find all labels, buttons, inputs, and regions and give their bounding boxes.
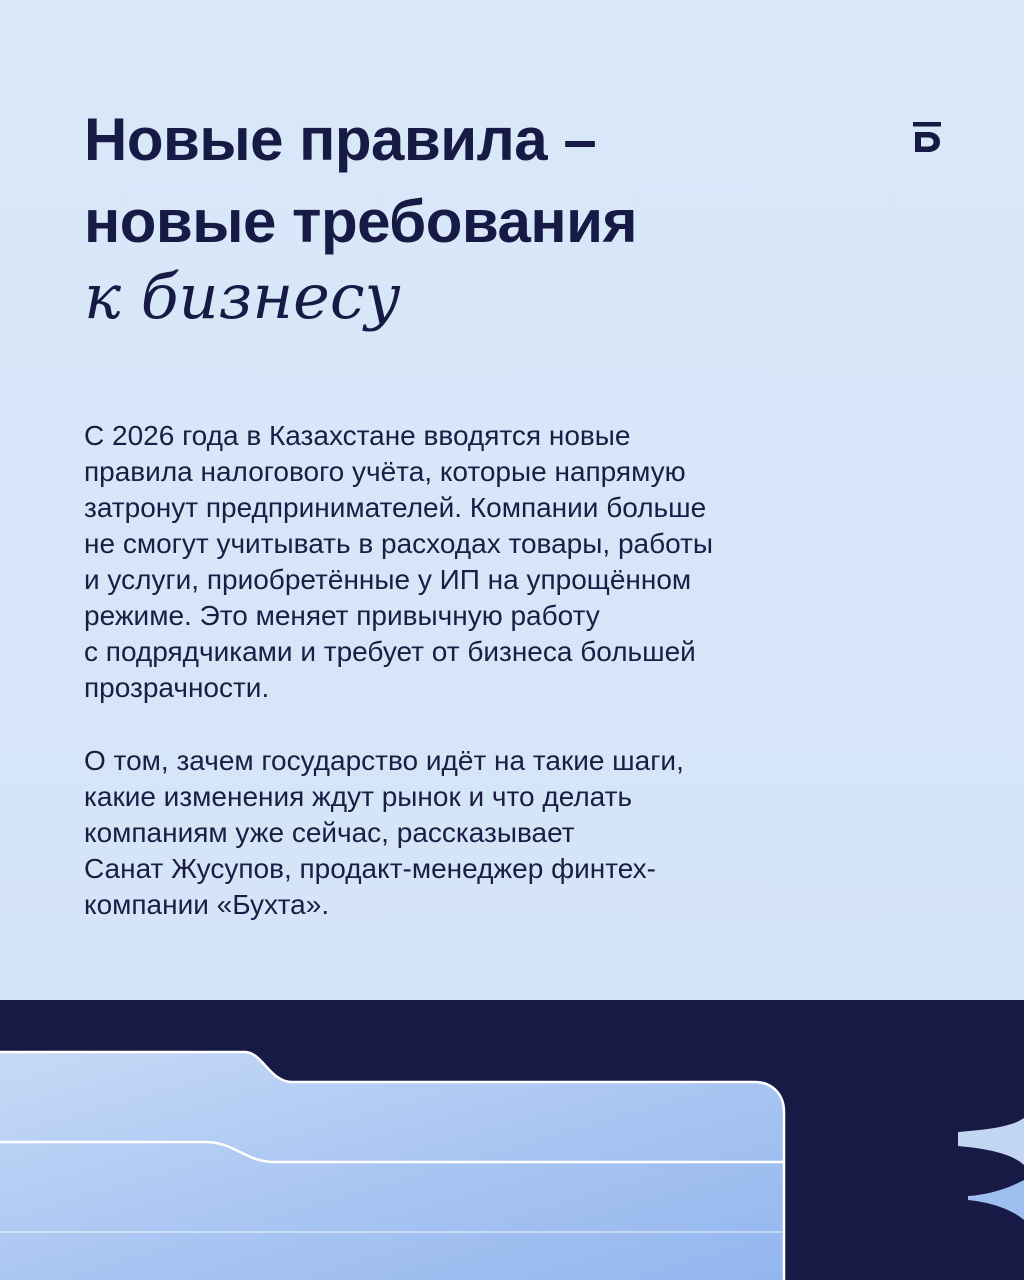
paragraph-line: режиме. Это меняет привычную работу: [84, 600, 600, 631]
paragraph-line: не смогут учитывать в расходах товары, работы: [84, 528, 714, 559]
paragraph-line: прозрачности.: [84, 672, 270, 703]
title-italic-line: к бизнесу: [84, 260, 401, 333]
paragraph-line: и услуги, приобретённые у ИП на упрощённом: [84, 564, 692, 595]
title-line-1: Новые правила –: [84, 106, 597, 173]
paragraph-line: Санат Жусупов, продакт-менеджер финтех-: [84, 853, 657, 884]
paragraph-line: с подрядчиками и требует от бизнеса большей: [84, 636, 696, 667]
paragraph-line: О том, зачем государство идёт на такие шаги,: [84, 745, 684, 776]
title-line-2: новые требования: [84, 188, 637, 255]
paragraph-line: С 2026 года в Казахстане вводятся новые: [84, 420, 631, 451]
paragraph-line: какие изменения ждут рынок и что делать: [84, 781, 633, 812]
paragraph-line: компании «Бухта».: [84, 889, 330, 920]
author-paragraph: [84, 743, 844, 923]
paragraph-line: правила налогового учёта, которые напрямую: [84, 456, 686, 487]
paragraph-line: затронут предпринимателей. Компании больше: [84, 492, 707, 523]
paragraph-line: компаниям уже сейчас, рассказывает: [84, 817, 575, 848]
decorative-wave-band: [0, 1000, 1024, 1280]
intro-paragraph: [84, 418, 844, 706]
brand-logo: [912, 122, 942, 160]
